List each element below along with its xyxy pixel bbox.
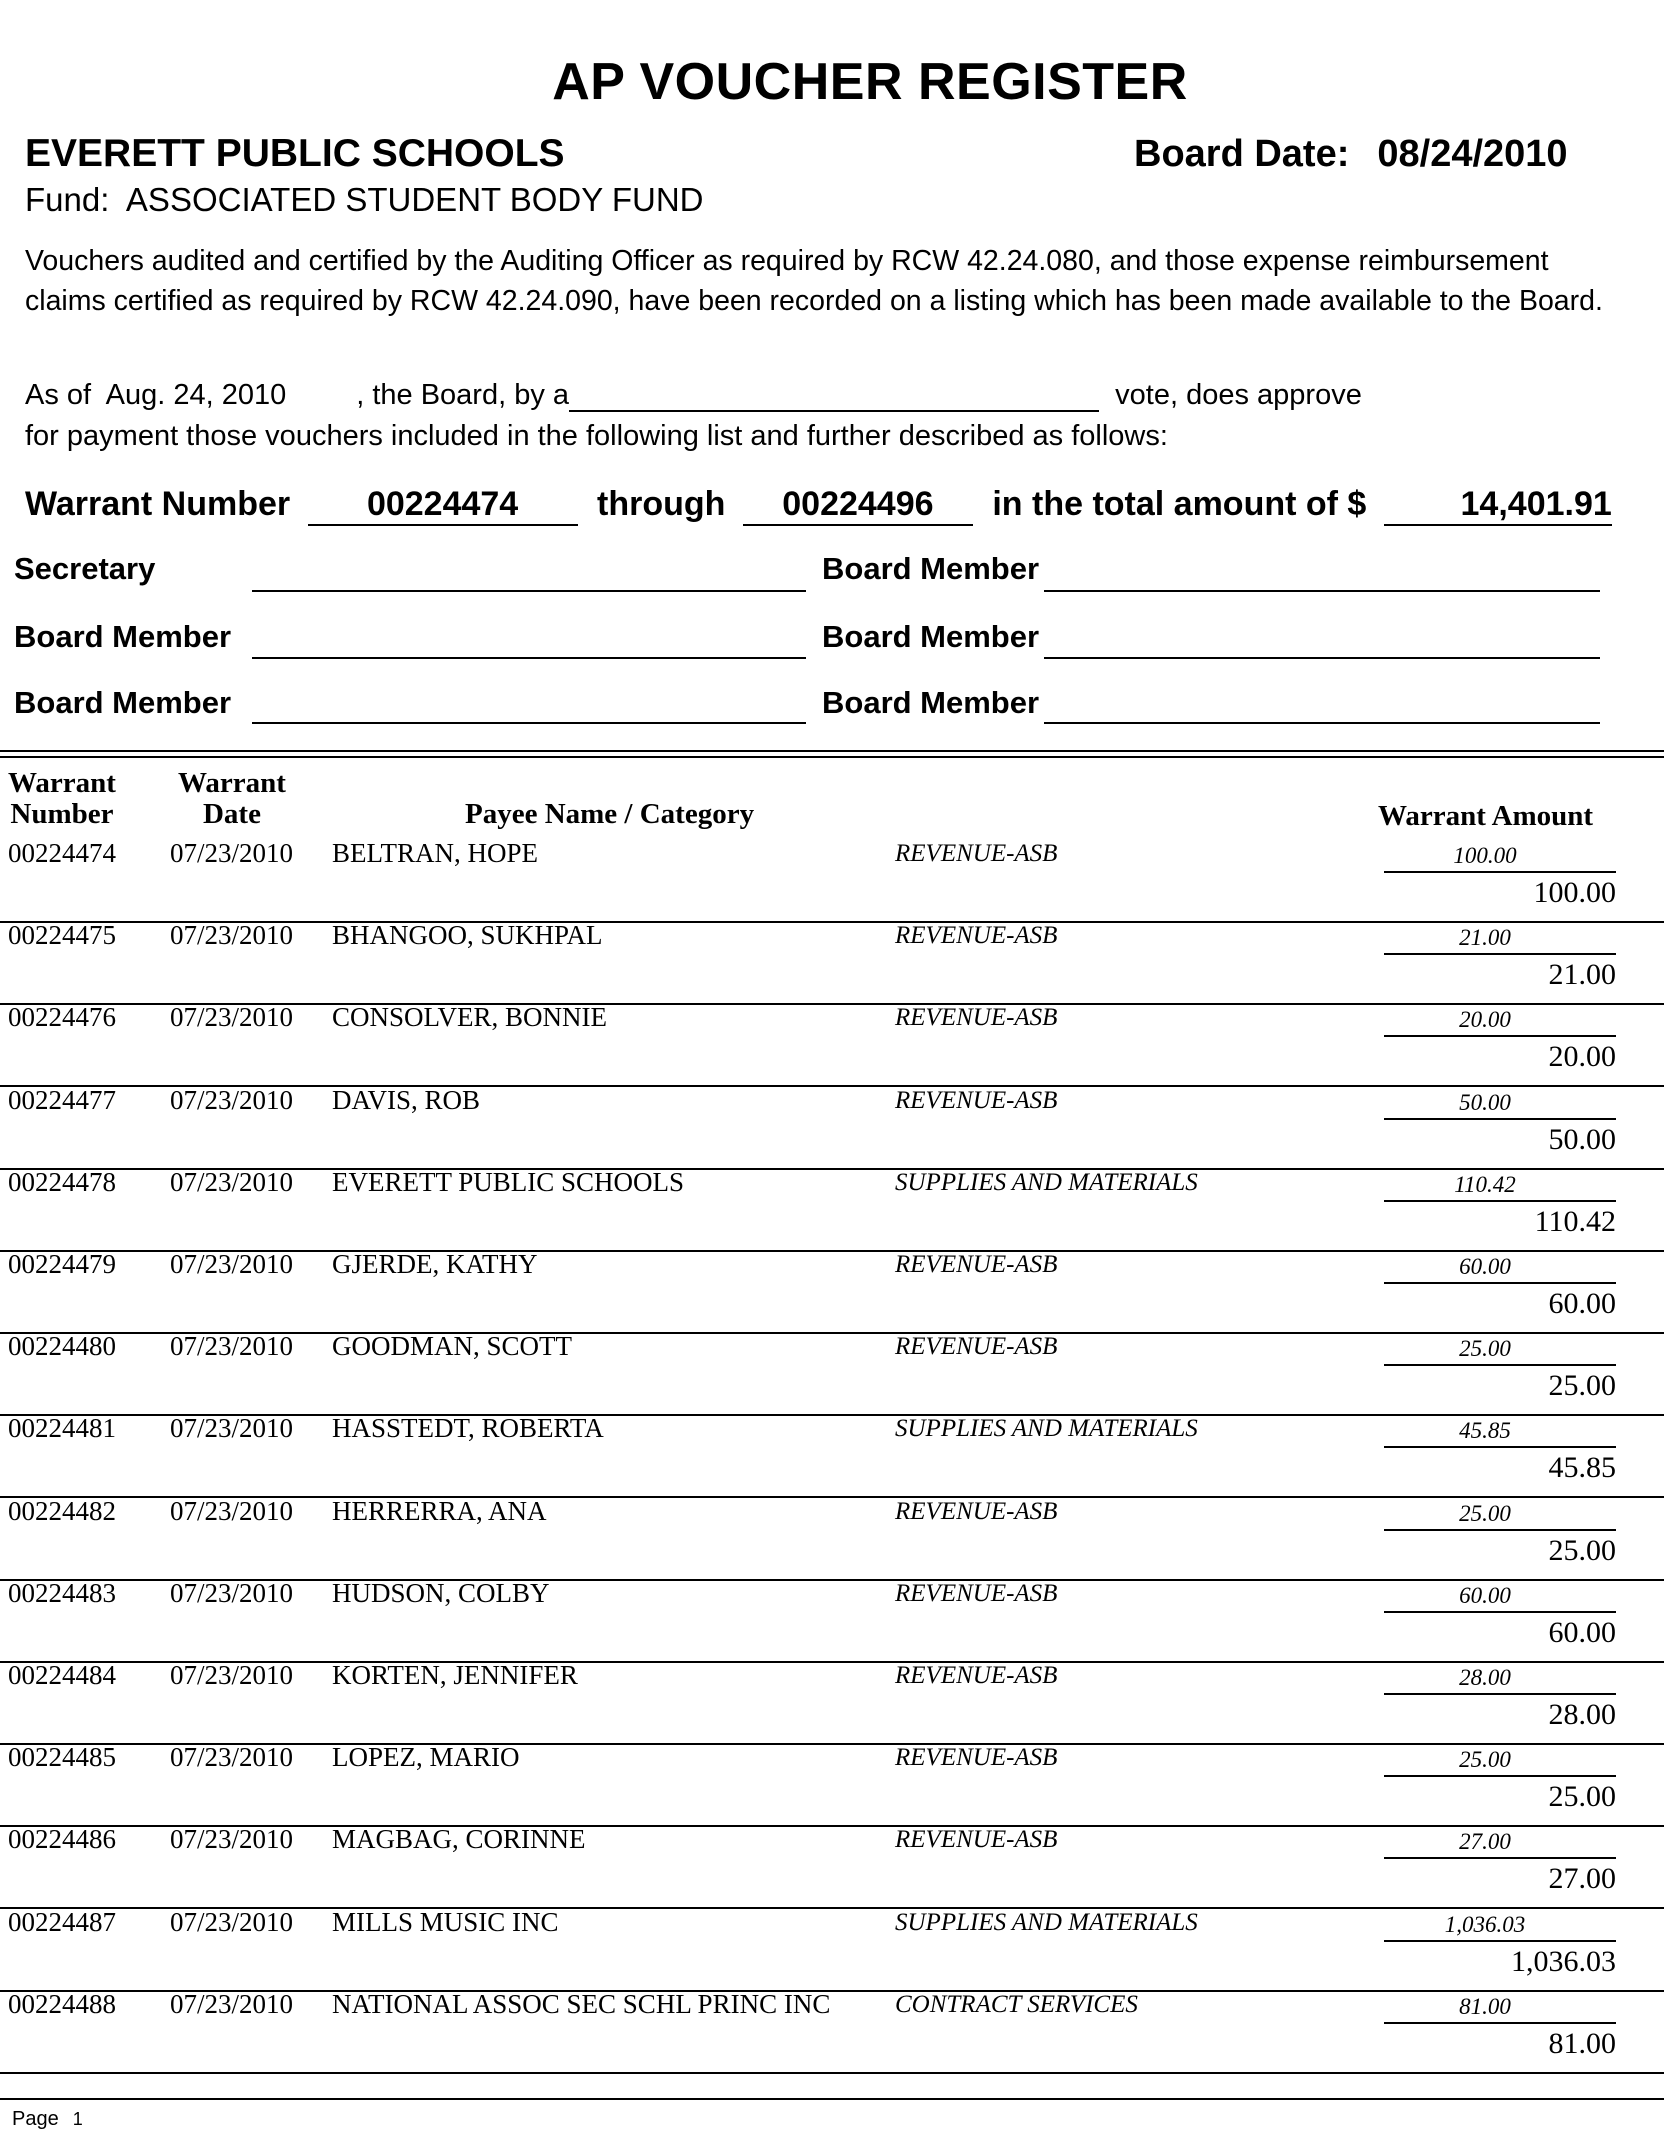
line-amount-cell: 25.00 (1459, 1336, 1511, 1362)
page-title: AP VOUCHER REGISTER (552, 53, 1188, 111)
category-cell: REVENUE-ASB (895, 840, 1058, 867)
warrant-number-cell: 00224475 (8, 920, 116, 951)
line-amount-cell: 21.00 (1459, 925, 1511, 951)
amount-underline (1384, 1035, 1616, 1037)
payee-name-cell: CONSOLVER, BONNIE (332, 1002, 608, 1033)
line-amount-cell: 100.00 (1453, 843, 1517, 868)
warrant-date-cell: 07/23/2010 (170, 1577, 294, 1608)
header-warrant-amount: Warrant Amount (1378, 800, 1594, 832)
warrant-amount-cell: 110.42 (1534, 1204, 1616, 1238)
warrant-date-cell: 07/23/2010 (170, 1084, 294, 1115)
warrant-date-cell: 07/23/2010 (170, 838, 294, 868)
fund-line (25, 181, 704, 219)
line-amount-cell: 81.00 (1459, 1993, 1511, 2019)
header-payee: Payee Name / Category (465, 798, 755, 830)
category-cell: REVENUE-ASB (895, 1333, 1058, 1361)
line-amount-cell: 20.00 (1459, 1007, 1511, 1033)
board-date (1134, 133, 1568, 176)
category-cell: REVENUE-ASB (895, 1744, 1058, 1772)
board-member-signature-line (1044, 590, 1600, 592)
category-cell: REVENUE-ASB (895, 1662, 1058, 1689)
warrant-summary (25, 485, 1612, 526)
payee-name-cell: KORTEN, JENNIFER (332, 1660, 578, 1690)
fund-label: Fund: (25, 181, 110, 218)
payee-name-cell: MAGBAG, CORINNE (332, 1824, 586, 1855)
warrant-number-cell: 00224482 (8, 1495, 116, 1526)
amount-underline (1384, 1118, 1616, 1120)
line-amount-cell: 110.42 (1454, 1171, 1516, 1197)
category-cell: REVENUE-ASB (895, 1004, 1058, 1032)
warrant-amount-cell: 60.00 (1548, 1615, 1616, 1649)
warrant-amount-cell: 28.00 (1548, 1698, 1616, 1731)
board-member-label: Board Member (14, 619, 232, 654)
category-cell: CONTRACT SERVICES (895, 1990, 1138, 2018)
fund-name: ASSOCIATED STUDENT BODY FUND (125, 181, 704, 218)
warrant-date-cell: 07/23/2010 (170, 1988, 294, 2019)
warrant-number-cell: 00224487 (8, 1906, 116, 1937)
page-label: Page (12, 2108, 59, 2130)
warrant-amount-cell: 25.00 (1548, 1533, 1616, 1567)
warrant-date-cell: 07/23/2010 (170, 1002, 294, 1033)
amount-underline (1384, 1611, 1616, 1613)
amount-underline (1384, 1693, 1616, 1695)
amount-underline (1384, 871, 1616, 873)
board-member-signature-line (252, 657, 806, 659)
vote-blank (569, 380, 1099, 412)
warrant-date-cell: 07/23/2010 (170, 1906, 294, 1937)
organization-name: EVERETT PUBLIC SCHOOLS (25, 132, 565, 175)
payee-name-cell: BHANGOO, SUKHPAL (332, 920, 603, 951)
payee-name-cell: HASSTEDT, ROBERTA (332, 1413, 604, 1444)
through-label: through (597, 485, 726, 523)
vote-text: vote, does approve (1115, 379, 1362, 411)
line-amount-cell: 25.00 (1459, 1747, 1511, 1773)
category-cell: REVENUE-ASB (895, 1826, 1058, 1854)
category-cell: REVENUE-ASB (895, 922, 1058, 950)
category-cell: SUPPLIES AND MATERIALS (895, 1168, 1198, 1196)
warrant-amount-cell: 50.00 (1548, 1122, 1616, 1156)
warrant-start: 00224474 (308, 485, 578, 526)
warrant-number-cell: 00224478 (8, 1166, 116, 1197)
warrant-date-cell: 07/23/2010 (170, 920, 294, 951)
board-member-label: Board Member (14, 685, 232, 720)
page-number: 1 (72, 2109, 83, 2129)
amount-underline (1384, 2022, 1616, 2024)
warrant-amount-cell: 27.00 (1548, 1862, 1616, 1896)
row-separator (0, 2072, 1664, 2074)
warrant-number-cell: 00224484 (8, 1660, 116, 1690)
warrant-amount-cell: 60.00 (1548, 1287, 1616, 1320)
header-warrant-number: Warrant Number (8, 767, 116, 830)
warrant-date-cell: 07/23/2010 (170, 1742, 294, 1773)
amount-underline (1384, 1775, 1616, 1777)
warrant-date-cell: 07/23/2010 (170, 1249, 294, 1279)
warrant-date-cell: 07/23/2010 (170, 1824, 294, 1855)
table-bottom-rule (0, 2098, 1664, 2100)
amount-underline (1384, 1529, 1616, 1531)
warrant-number-cell: 00224479 (8, 1249, 116, 1279)
board-member-signature-line (252, 722, 806, 724)
payee-name-cell: GJERDE, KATHY (332, 1249, 538, 1279)
as-of-date: Aug. 24, 2010 (105, 379, 287, 411)
secretary-signature-line (252, 590, 806, 592)
board-member-signature-line (1044, 657, 1600, 659)
category-cell: REVENUE-ASB (895, 1251, 1058, 1278)
board-member-signature-line (1044, 722, 1600, 724)
payee-name-cell: DAVIS, ROB (332, 1084, 481, 1115)
page-footer (12, 2108, 83, 2131)
line-amount-cell: 28.00 (1459, 1665, 1511, 1690)
warrant-amount-cell: 25.00 (1548, 1780, 1616, 1814)
payee-name-cell: HERRERRA, ANA (332, 1495, 547, 1526)
approval-line (25, 379, 1362, 412)
amount-underline (1384, 1364, 1616, 1366)
warrant-number-label: Warrant Number (25, 485, 291, 523)
header-warrant-date: Warrant Date (178, 767, 286, 830)
warrant-amount-cell: 21.00 (1548, 958, 1616, 992)
category-cell: SUPPLIES AND MATERIALS (895, 1415, 1198, 1443)
warrant-date-cell: 07/23/2010 (170, 1660, 294, 1690)
total-label: in the total amount of $ (992, 485, 1367, 523)
line-amount-cell: 60.00 (1459, 1254, 1511, 1279)
line-amount-cell: 1,036.03 (1444, 1911, 1526, 1937)
amount-underline (1384, 1857, 1616, 1859)
table-top-rule (0, 750, 1664, 752)
board-by-text: , the Board, by a (356, 379, 570, 411)
warrant-date-cell: 07/23/2010 (170, 1495, 294, 1526)
category-cell: REVENUE-ASB (895, 1086, 1058, 1114)
category-cell: REVENUE-ASB (895, 1497, 1058, 1525)
warrant-number-cell: 00224483 (8, 1577, 116, 1608)
as-of-label: As of (25, 379, 92, 411)
amount-underline (1384, 1282, 1616, 1284)
warrant-number-cell: 00224474 (8, 838, 116, 868)
line-amount-cell: 27.00 (1459, 1829, 1511, 1855)
amount-underline (1384, 1446, 1616, 1448)
board-member-label: Board Member (822, 551, 1040, 586)
certification-text: Vouchers audited and certified by the Auditing Officer as required by RCW 42.24.080, and those expense reimbursement claims certified as required by RCW 42.24.090, have been recorded on a listing which has been made available to the Board. (25, 245, 1603, 317)
amount-underline (1384, 953, 1616, 955)
warrant-amount-cell: 81.00 (1548, 2026, 1616, 2060)
board-date-label: Board Date: (1134, 133, 1350, 175)
warrant-date-cell: 07/23/2010 (170, 1413, 294, 1444)
payee-name-cell: NATIONAL ASSOC SEC SCHL PRINC INC (332, 1988, 831, 2019)
warrant-number-cell: 00224485 (8, 1742, 116, 1773)
board-member-label: Board Member (822, 619, 1040, 654)
warrant-total: 14,401.91 (1384, 485, 1612, 526)
warrant-end: 00224496 (743, 485, 973, 526)
line-amount-cell: 25.00 (1459, 1500, 1511, 1526)
warrant-date-cell: 07/23/2010 (170, 1166, 294, 1197)
warrant-number-cell: 00224486 (8, 1824, 116, 1855)
payee-name-cell: LOPEZ, MARIO (332, 1742, 520, 1773)
warrant-number-cell: 00224476 (8, 1002, 116, 1033)
secretary-label: Secretary (14, 551, 156, 586)
warrant-number-cell: 00224488 (8, 1988, 116, 2019)
board-member-label: Board Member (822, 685, 1040, 720)
payee-name-cell: HUDSON, COLBY (332, 1577, 550, 1608)
warrant-amount-cell: 100.00 (1533, 876, 1616, 909)
category-cell: REVENUE-ASB (895, 1579, 1058, 1607)
amount-underline (1384, 1200, 1616, 1202)
warrant-number-cell: 00224477 (8, 1084, 116, 1115)
table-top-rule (0, 756, 1664, 758)
board-date-value: 08/24/2010 (1377, 133, 1568, 175)
warrant-amount-cell: 45.85 (1548, 1451, 1616, 1485)
payee-name-cell: GOODMAN, SCOTT (332, 1331, 573, 1362)
line-amount-cell: 60.00 (1459, 1582, 1511, 1608)
warrant-number-cell: 00224480 (8, 1331, 116, 1362)
payee-name-cell: EVERETT PUBLIC SCHOOLS (332, 1166, 685, 1197)
warrant-amount-cell: 1,036.03 (1511, 1944, 1616, 1978)
warrant-date-cell: 07/23/2010 (170, 1331, 294, 1362)
approval-line-2: for payment those vouchers included in the following list and further described as follows: (25, 420, 1168, 452)
warrant-amount-cell: 20.00 (1548, 1040, 1616, 1074)
warrant-number-cell: 00224481 (8, 1413, 116, 1444)
amount-underline (1384, 1940, 1616, 1942)
category-cell: SUPPLIES AND MATERIALS (895, 1908, 1198, 1936)
line-amount-cell: 45.85 (1459, 1418, 1511, 1444)
line-amount-cell: 50.00 (1459, 1089, 1511, 1115)
warrant-amount-cell: 25.00 (1548, 1369, 1616, 1403)
payee-name-cell: MILLS MUSIC INC (332, 1906, 559, 1937)
payee-name-cell: BELTRAN, HOPE (332, 838, 539, 868)
